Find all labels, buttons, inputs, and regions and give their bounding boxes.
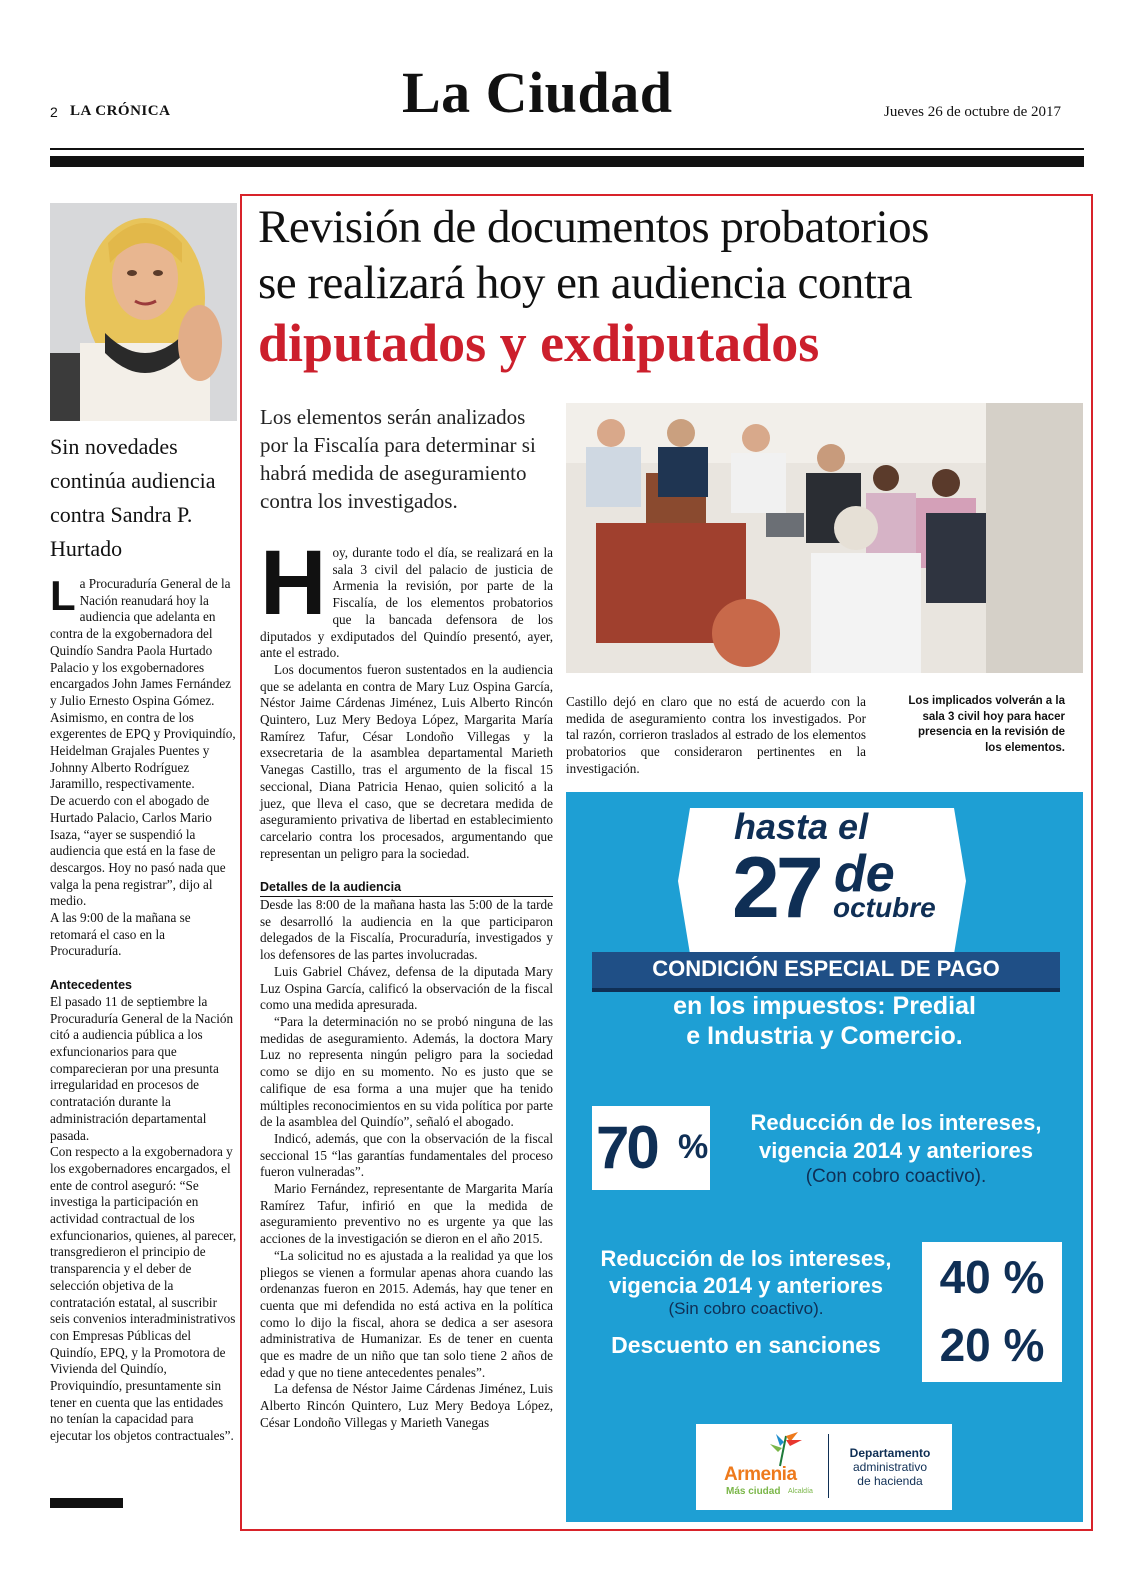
date-day: 27 bbox=[732, 840, 820, 936]
article-paragraph: Indicó, además, que con la observación de la fiscal seccional 15 “las garantías fundamentales del proceso fueron vulneradas”. bbox=[260, 1130, 553, 1180]
page-number: 2 bbox=[50, 104, 58, 120]
date-month: octubre bbox=[833, 892, 936, 923]
sidebar-paragraph: El pasado 11 de septiembre la Procuraduría General de la Nación citó a audiencia pública a los exfuncionarios para que comparecieran por una presunta irregularidad en procesos de contratación durante la administración departamental pasada. bbox=[50, 993, 234, 1143]
issue-date: Jueves 26 de octubre de 2017 bbox=[884, 104, 1062, 120]
header-rule-thin bbox=[50, 148, 1084, 150]
article-lead: Los elementos serán analizados por la Fiscalía para determinar si habrá medida de aseguramiento contra los investigados. bbox=[260, 405, 536, 513]
tax-ad bbox=[566, 792, 1083, 1522]
sidebar-paragraph: Con respecto a la exgobernadora y los exgobernadores encargados, el ente de control aseguró: “Se investiga la participación en actividad contractual de los exfuncionarios, quienes, al parecer, transgredieron el principio de transparencia y el deber de selección objetiva de la contratación estatal, al suscribir seis convenios interadministrativos con Empresas Públicas del Quindío, EPQ, y la Promotora de Vivienda del Quindío, Proviquindío, presuntamente sin tener en cuenta que las entidades no tenían la capacidad para ejecutar los objetos contractuales”. bbox=[50, 1144, 237, 1444]
dept-line2: administrativo bbox=[852, 1460, 928, 1474]
dept-line1: Departamento bbox=[849, 1446, 931, 1460]
sidebar-subhead: Antecedentes bbox=[50, 978, 132, 993]
reduction1-line3: (Con cobro coactivo). bbox=[805, 1166, 987, 1187]
taxes-line2: e Industria y Comercio. bbox=[686, 1022, 963, 1050]
article-paragraph: Luis Gabriel Chávez, defensa de la diputada Mary Luz Ospina García, calificó la observación de la fiscal como una medida apresurada. bbox=[260, 963, 553, 1013]
article-paragraph: oy, durante todo el día, se realizará en la sala 3 civil del palacio de justicia de Armenia la revisión, por parte de la Fiscalía, de los elementos probatorios que la bancada defensora de los diputados y exdiputados del Quindío presentó, ayer, ante el estrado. bbox=[260, 545, 553, 661]
publication-name: LA CRÓNICA bbox=[70, 103, 171, 119]
article-subhead: Detalles de la audiencia bbox=[260, 879, 553, 897]
article-paragraph: Desde las 8:00 de la mañana hasta las 5:00 de la tarde se desarrolló la audiencia en la que participaron delegados de la Fiscalía, Procuraduría, investigados y los defensores de las partes involucradas. bbox=[260, 897, 553, 963]
pct3-value: 20 % bbox=[939, 1319, 1045, 1371]
article-headline-line1: Revisión de documentos probatorios bbox=[258, 201, 929, 253]
logo-divider bbox=[828, 1434, 829, 1498]
sidebar-drop-cap: L bbox=[50, 572, 76, 619]
taxes-line1: en los impuestos: Predial bbox=[673, 992, 976, 1020]
article-headline-line2: se realizará hoy en audiencia contra bbox=[258, 257, 912, 309]
pct2-value: 40 % bbox=[939, 1251, 1045, 1303]
photo-caption: Los implicados volverán a la sala 3 civil hoy para hacer presencia en la revisión de los elementos. bbox=[908, 695, 1065, 754]
sidebar-end-bar bbox=[50, 1498, 123, 1508]
logo-mas-ciudad: Más ciudad bbox=[726, 1486, 781, 1497]
article-continued: Castillo dejó en claro que no está de acuerdo con la medida de aseguramiento contra los investigados. Por tal razón, corrieron traslados al estrado de los elementos probatorios que consideraron pertinentes en la investigación. bbox=[566, 694, 866, 776]
courtroom-photo-icon bbox=[566, 403, 1083, 673]
portrait-photo-icon bbox=[50, 203, 237, 421]
article-paragraph: Los documentos fueron sustentados en la audiencia que se adelanta en contra de Mary Luz Ospina García, Néstor Jaime Cárdenas Jiménez, Luis Alberto Rincón Quintero, Luz Mery Bedoya López, Margarita María Ramírez Tafur, César Londoño Villegas y la exsecretaria de la asamblea departamental Marieth Vanegas Castillo, tras el argumento de la fiscal 15 seccional, Diana Patricia Henao, quien solicitó a la juez, que lleva el caso, que se decretara medida de aseguramiento privativa de libertad en establecimiento carcelario contra los procesados, argumentando que representan un peligro para la sociedad. bbox=[260, 661, 553, 861]
article-photo bbox=[566, 403, 1083, 673]
article-paragraph: “La solicitud no es ajustada a la realidad ya que los pliegos se vienen a formular apenas ahora cuando las ordenanzas fueron en 2015. Además, hay que tener en cuenta que mi defendida no está activa en la política como lo dijo la fiscal, ahora se dedica a ser asesora administrativa de Humanizar. Es de tener en cuenta que es madre de un niño que tan solo tiene 2 años de edad y que no tiene antecedentes penales”. bbox=[260, 1247, 553, 1380]
sidebar-paragraph: a Procuraduría General de la Nación reanudará hoy la audiencia que adelanta en contra de la exgobernadora del Quindío Sandra Paola Hurtado Palacio y los exgobernadores encargados John James Fernández y Julio Ernesto Ospina Gómez. Asimismo, en contra de los exgerentes de EPQ y Proviquindío, Heidelman Grajales Puentes y Johnny Alberto Rodríguez Jaramillo, respectivamente. bbox=[50, 576, 236, 792]
sidebar-paragraph: A las 9:00 de la mañana se retomará el caso en la Procuraduría. bbox=[50, 910, 191, 959]
date-line1: hasta el bbox=[734, 806, 869, 847]
sidebar-text bbox=[50, 572, 238, 1445]
logo-alcaldia: Alcaldía bbox=[788, 1488, 813, 1495]
reduction2-line3: (Sin cobro coactivo). bbox=[668, 1299, 824, 1318]
reduction1-line2: vigencia 2014 y anteriores bbox=[759, 1138, 1033, 1163]
logo-armenia: Armenia bbox=[724, 1464, 797, 1485]
sidebar-paragraph: De acuerdo con el abogado de Hurtado Palacio, Carlos Mario Isaza, “ayer se suspendió la audiencia que está en la fase de descargos. Hoy no pasó nada que valga la pena registrar”, dijo al medio. bbox=[50, 793, 226, 909]
article-drop-cap: H bbox=[260, 532, 327, 634]
pct1-value: 70 bbox=[596, 1114, 657, 1181]
sanctions-label: Descuento en sanciones bbox=[611, 1332, 881, 1358]
date-de: de bbox=[834, 845, 895, 903]
condition-banner-text: CONDICIÓN ESPECIAL DE PAGO bbox=[652, 956, 1000, 981]
article-paragraph: “Para la determinación no se probó ninguna de las medidas de aseguramiento. Además, la doctora Mary Luz no representa ningún peligro para la sociedad como se dijo en su momento. No es justo que se califique de esa forma a una mujer que ha tenido múltiples reconocimientos en su vida política por parte de la asamblea del Quindío”, señaló el abogado. bbox=[260, 1013, 553, 1130]
sidebar-headline: Sin novedades continúa audiencia contra Sandra P. Hurtado bbox=[50, 434, 216, 561]
sidebar-photo bbox=[50, 203, 237, 421]
section-title: La Ciudad bbox=[402, 60, 673, 125]
reduction2-line1: Reducción de los intereses, bbox=[600, 1246, 892, 1271]
dept-line3: de hacienda bbox=[857, 1474, 923, 1488]
header-rule-thick bbox=[50, 156, 1084, 167]
article-paragraph: La defensa de Néstor Jaime Cárdenas Jiménez, Luis Alberto Rincón Quintero, Luz Mery Bedoya López, César Londoño Villegas y Marieth Vanegas bbox=[260, 1381, 553, 1430]
reduction1-line1: Reducción de los intereses, bbox=[750, 1110, 1042, 1135]
article-headline-red: diputados y exdiputados bbox=[258, 313, 820, 373]
bird-of-paradise-flower-icon bbox=[756, 1432, 808, 1468]
pct1-sign: % bbox=[678, 1128, 709, 1166]
article-paragraph: Mario Fernández, representante de Margarita María Ramírez Tafur, infirió en que la medida de aseguramiento preventivo no es urgente ya que las acciones de la investigación se dieron en el año 2015. bbox=[260, 1181, 553, 1247]
article-column-1 bbox=[260, 532, 553, 1432]
reduction2-line2: vigencia 2014 y anteriores bbox=[609, 1273, 883, 1298]
